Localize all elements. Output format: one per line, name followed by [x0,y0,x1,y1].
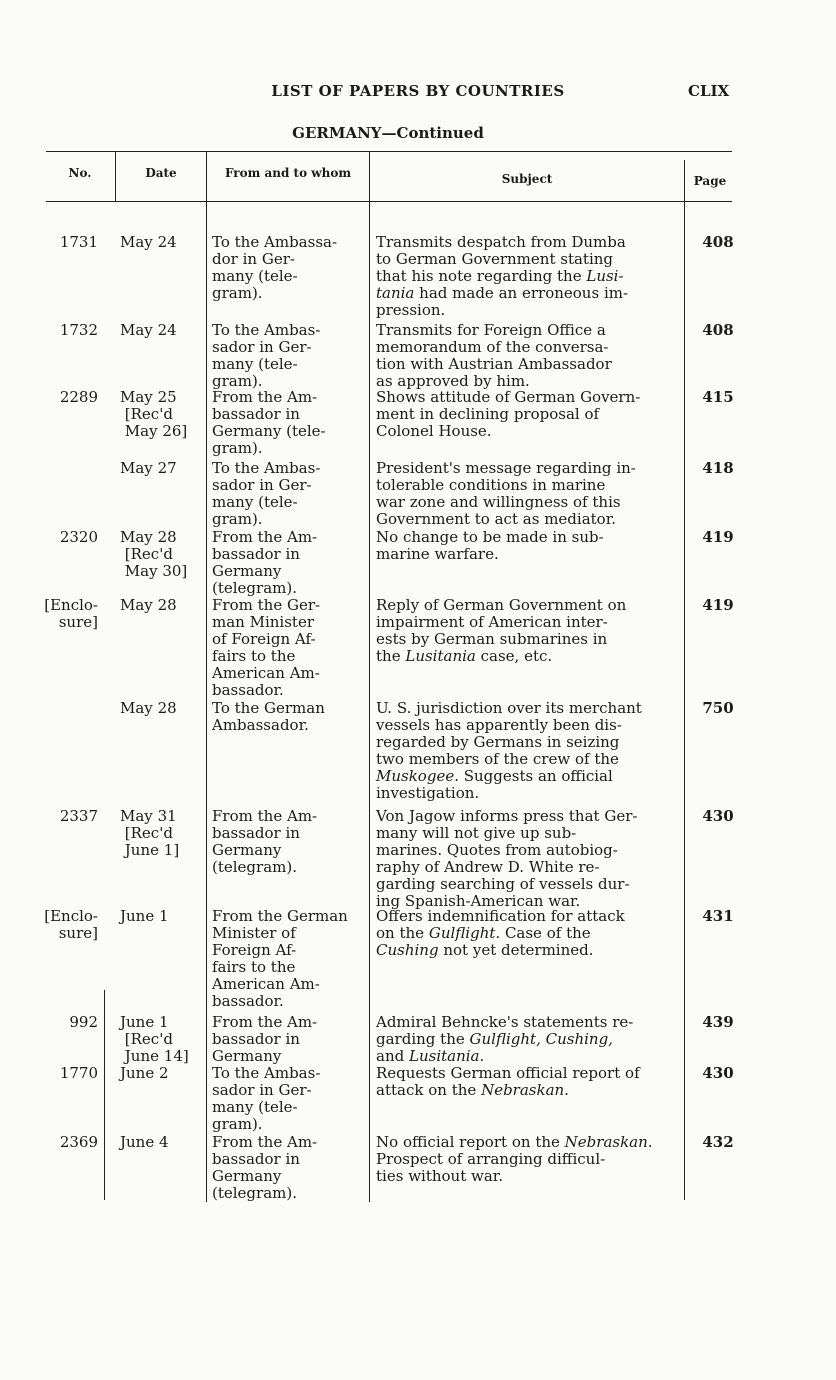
column-header-page: Page [693,174,727,188]
column-header-from: From and to whom [224,166,352,180]
cell-subject-line: No official report on the Nebraskan. [376,1133,653,1151]
cell-subject-line: Muskogee. Suggests an official [376,767,613,785]
cell-page-line: 408 [702,321,734,339]
column-header-no: No. [68,166,92,180]
cell-from-to-line: Germany [212,1047,282,1065]
cell-from-to-line: gram). [212,1115,263,1133]
cell-subject [376,234,670,319]
column-divider [115,152,116,202]
cell-from-to-line: Foreign Af- [212,941,297,959]
cell-subject-line: to German Government stating [376,250,614,268]
cell-page-line: 415 [702,388,734,406]
cell-from-to-line: bassador in [212,405,300,423]
cell-from-to [212,1065,360,1133]
cell-subject-line: as approved by him. [376,372,530,390]
cell-subject-line: Shows attitude of German Govern- [376,388,641,406]
cell-subject [376,460,670,528]
cell-number-line: sure] [58,613,98,631]
cell-page-line: 419 [702,528,734,546]
cell-page-line: 432 [702,1133,734,1151]
cell-subject-line: Admiral Behncke's statements re- [376,1013,634,1031]
cell-page-line: 419 [702,596,734,614]
cell-subject-line: tion with Austrian Ambassador [376,355,612,373]
cell-from-to [212,808,360,876]
cell-date-line: May 28 [120,528,177,546]
cell-number-line: 2337 [59,807,98,825]
cell-number [40,597,98,631]
cell-from-to-line: dor in Ger- [212,250,295,268]
cell-subject-line: war zone and willingness of this [376,493,621,511]
table-top-rule [46,151,732,152]
cell-date-line: June 2 [120,1064,169,1082]
cell-subject-line: Cushing not yet determined. [376,941,594,959]
cell-from-to-line: From the Am- [212,1133,318,1151]
cell-date-line: May 30] [124,562,188,580]
cell-from-to-line: bassador in [212,1030,300,1048]
cell-date-line: May 26] [124,422,188,440]
cell-subject-line: vessels has apparently been dis- [376,716,622,734]
cell-number [40,322,98,339]
cell-from-to-line: From the German [212,907,348,925]
cell-date-line: May 31 [120,807,177,825]
cell-subject-line: Reply of German Government on [376,596,627,614]
cell-page [696,1014,740,1031]
cell-number [40,808,98,825]
cell-subject-line: investigation. [376,784,480,802]
cell-page [696,234,740,251]
cell-number [40,908,98,942]
cell-subject-line: Offers indemnification for attack [376,907,625,925]
cell-page-line: 408 [702,233,734,251]
cell-from-to [212,908,360,1010]
cell-subject-line: ing Spanish-American war. [376,892,581,910]
cell-page-line: 418 [702,459,734,477]
cell-from-to [212,234,360,302]
cell-from-to-line: bassador. [212,992,284,1010]
cell-subject-line: the Lusitania case, etc. [376,647,553,665]
cell-date-line: [Rec'd [124,545,173,563]
cell-from-to-line: gram). [212,510,263,528]
cell-from-to-line: Germany [212,562,282,580]
cell-page [696,908,740,925]
cell-from-to-line: many (tele- [212,1098,298,1116]
cell-from-to-line: (telegram). [212,858,297,876]
cell-date-line: May 24 [120,233,177,251]
cell-number-line: 1732 [59,321,98,339]
cell-subject-line: on the Gulflight. Case of the [376,924,591,942]
cell-page [696,808,740,825]
cell-from-to [212,597,360,699]
cell-subject-line: Transmits for Foreign Office a [376,321,606,339]
cell-from-to-line: many (tele- [212,267,298,285]
cell-date-line: [Rec'd [124,405,173,423]
cell-from-to-line: man Minister [212,613,314,631]
cell-subject-line: tolerable conditions in marine [376,476,606,494]
cell-number [40,389,98,406]
cell-subject-line: garding searching of vessels dur- [376,875,630,893]
cell-page [696,1065,740,1082]
cell-from-to-line: gram). [212,439,263,457]
cell-number-line: [Enclo- [44,907,98,925]
cell-from-to-line: From the Am- [212,528,318,546]
cell-from-to-line: To the Ambas- [212,459,321,477]
cell-from-to-line: Germany [212,841,282,859]
cell-subject-line: ests by German submarines in [376,630,608,648]
cell-date-line: May 27 [120,459,177,477]
cell-from-to-line: sador in Ger- [212,1081,312,1099]
cell-from-to [212,460,360,528]
cell-page-line: 430 [702,807,734,825]
cell-subject-line: Von Jagow informs press that Ger- [376,807,638,825]
cell-subject-line: that his note regarding the Lusi- [376,267,624,285]
cell-subject-line: attack on the Nebraskan. [376,1081,569,1099]
column-header-date: Date [145,166,177,180]
cell-subject-line: regarded by Germans in seizing [376,733,620,751]
cell-date-line: June 4 [120,1133,169,1151]
cell-subject-line: raphy of Andrew D. White re- [376,858,600,876]
cell-number-line: 2320 [59,528,98,546]
cell-from-to-line: many (tele- [212,493,298,511]
cell-number-line: 992 [69,1013,98,1031]
cell-subject-line: memorandum of the conversa- [376,338,609,356]
cell-subject [376,1065,670,1099]
cell-from-to [212,1014,360,1065]
cell-date-line: [Rec'd [124,1030,173,1048]
cell-from-to [212,322,360,390]
cell-subject [376,700,670,802]
cell-from-to-line: Germany [212,1167,282,1185]
cell-subject-line: many will not give up sub- [376,824,577,842]
cell-from-to-line: To the German [212,699,325,717]
cell-subject-line: ties without war. [376,1167,504,1185]
table-header-rule [46,201,732,202]
cell-subject [376,389,670,440]
cell-from-to-line: To the Ambas- [212,321,321,339]
cell-from-to-line: sador in Ger- [212,338,312,356]
cell-from-to-line: From the Ger- [212,596,321,614]
section-title: GERMANY—Continued [292,124,484,142]
cell-from-to-line: American Am- [212,664,320,682]
cell-from-to-line: To the Ambas- [212,1064,321,1082]
cell-from-to-line: bassador. [212,681,284,699]
running-header-title: LIST OF PAPERS BY COUNTRIES [271,82,565,100]
cell-from-to [212,529,360,597]
cell-from-to-line: From the Am- [212,807,318,825]
cell-from-to-line: bassador in [212,824,300,842]
cell-date-line: May 25 [120,388,177,406]
cell-subject-line: Government to act as mediator. [376,510,616,528]
cell-number [40,529,98,546]
cell-from-to-line: (telegram). [212,579,297,597]
cell-from-to-line: fairs to the [212,958,296,976]
cell-from-to-line: Minister of [212,924,296,942]
cell-subject-line: pression. [376,301,446,319]
column-divider [369,152,370,1202]
cell-number-line: sure] [58,924,98,942]
cell-subject [376,1014,670,1065]
column-header-subject: Subject [501,172,553,186]
cell-page [696,529,740,546]
cell-from-to [212,389,360,457]
cell-subject-line: ment in declining proposal of [376,405,600,423]
cell-date-line: May 24 [120,321,177,339]
cell-number [40,1014,98,1031]
cell-from-to-line: of Foreign Af- [212,630,316,648]
column-divider [684,160,685,1200]
cell-from-to-line: many (tele- [212,355,298,373]
cell-number-line: [Enclo- [44,596,98,614]
cell-date-line: May 28 [120,596,177,614]
cell-from-to-line: (telegram). [212,1184,297,1202]
cell-from-to [212,700,360,734]
cell-date-line: June 1 [120,907,169,925]
cell-page [696,1134,740,1151]
cell-from-to-line: From the Am- [212,1013,318,1031]
column-divider [104,990,105,1200]
cell-from-to-line: fairs to the [212,647,296,665]
cell-from-to-line: Ambassador. [212,716,309,734]
cell-subject-line: and Lusitania. [376,1047,485,1065]
page-number-roman: CLIX [688,82,730,100]
cell-page-line: 439 [702,1013,734,1031]
cell-subject-line: No change to be made in sub- [376,528,604,546]
cell-from-to-line: Germany (tele- [212,422,326,440]
cell-date-line: June 1 [120,1013,169,1031]
cell-date-line: June 1] [124,841,180,859]
cell-number [40,234,98,251]
cell-subject-line: Prospect of arranging difficul- [376,1150,606,1168]
cell-page-line: 750 [702,699,734,717]
cell-subject-line: Requests German official report of [376,1064,640,1082]
cell-subject [376,908,670,959]
cell-from-to-line: sador in Ger- [212,476,312,494]
cell-page [696,322,740,339]
cell-subject-line: tania had made an erroneous im- [376,284,629,302]
cell-subject-line: Colonel House. [376,422,492,440]
cell-subject [376,808,670,910]
cell-date-line: May 28 [120,699,177,717]
cell-date-line: June 14] [124,1047,189,1065]
cell-from-to-line: American Am- [212,975,320,993]
cell-subject-line: marine warfare. [376,545,499,563]
cell-from-to-line: bassador in [212,545,300,563]
cell-number [40,1134,98,1151]
cell-page-line: 430 [702,1064,734,1082]
cell-subject-line: garding the Gulflight, Cushing, [376,1030,613,1048]
cell-number-line: 1731 [59,233,98,251]
cell-subject-line: marines. Quotes from autobiog- [376,841,618,859]
cell-from-to-line: bassador in [212,1150,300,1168]
cell-from-to-line: From the Am- [212,388,318,406]
cell-subject-line: Transmits despatch from Dumba [376,233,626,251]
cell-number-line: 2369 [59,1133,98,1151]
cell-date-line: [Rec'd [124,824,173,842]
cell-subject [376,1134,670,1185]
cell-page [696,389,740,406]
cell-subject-line: U. S. jurisdiction over its merchant [376,699,642,717]
cell-subject [376,529,670,563]
cell-subject-line: impairment of American inter- [376,613,608,631]
cell-subject-line: two members of the crew of the [376,750,619,768]
cell-subject [376,322,670,390]
cell-from-to-line: To the Ambassa- [212,233,338,251]
cell-number [40,1065,98,1082]
cell-from-to-line: gram). [212,284,263,302]
cell-from-to-line: gram). [212,372,263,390]
cell-page-line: 431 [702,907,734,925]
cell-number-line: 2289 [59,388,98,406]
cell-number-line: 1770 [59,1064,98,1082]
cell-from-to [212,1134,360,1202]
cell-page [696,700,740,717]
cell-subject-line: President's message regarding in- [376,459,636,477]
cell-page [696,597,740,614]
cell-subject [376,597,670,665]
cell-page [696,460,740,477]
